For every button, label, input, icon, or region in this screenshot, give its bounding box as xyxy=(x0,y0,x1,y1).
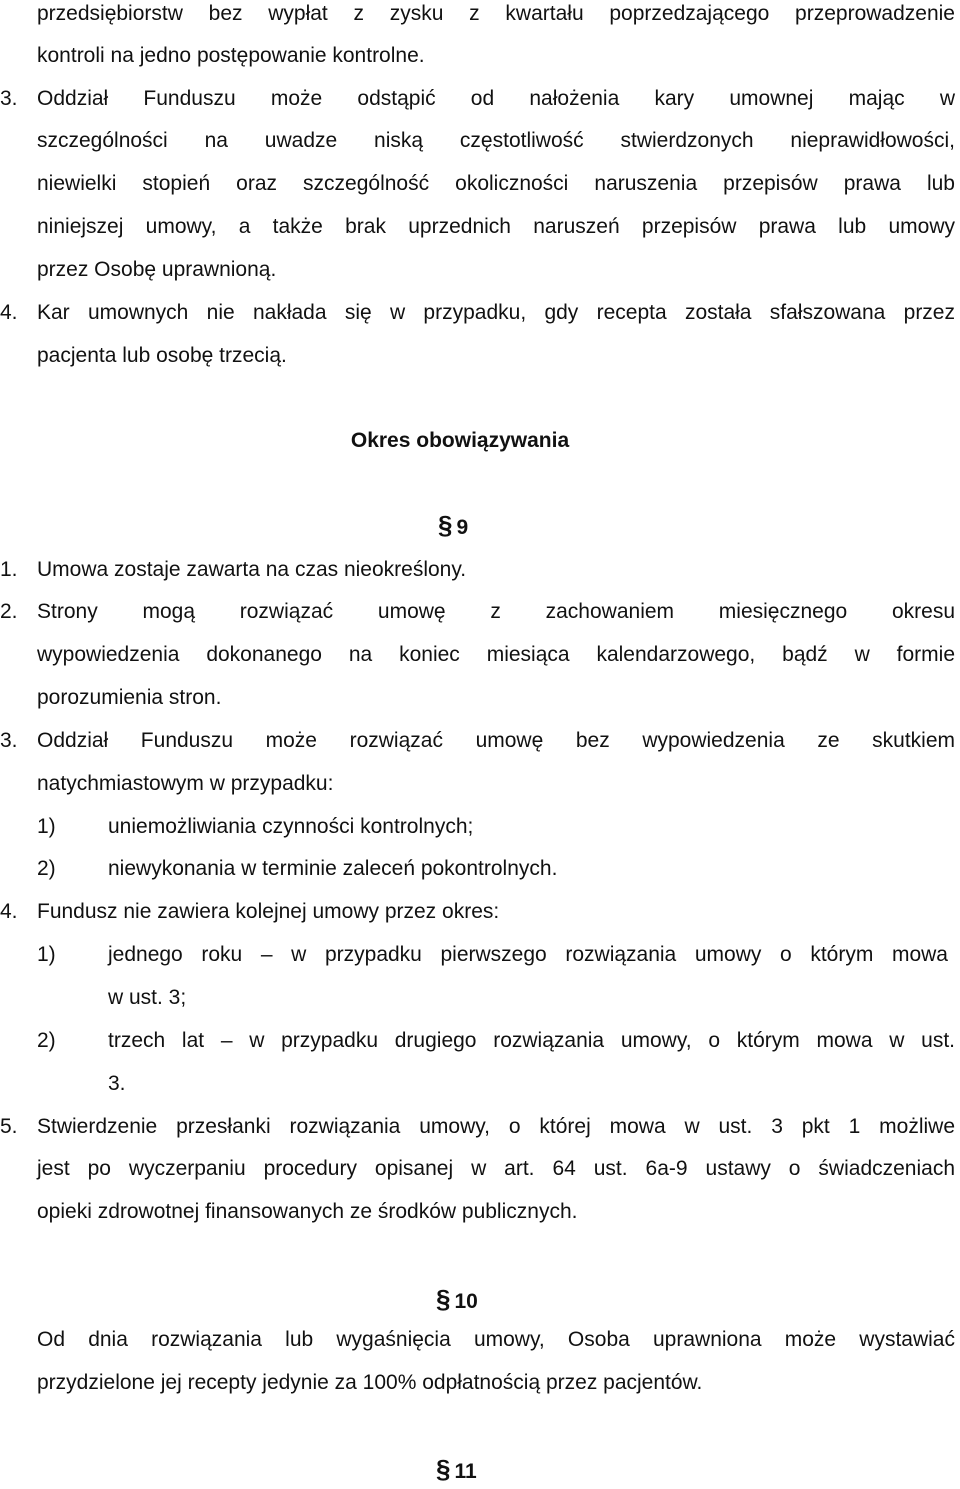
text-line: wypowiedzenia dokonanego na koniec miesiąca kalendarzowego, bądź w formie xyxy=(37,643,955,666)
paragraph-number xyxy=(436,1282,478,1316)
paragraph-number xyxy=(438,508,468,542)
list-number: 4. xyxy=(0,301,18,324)
text-line: pacjenta lub osobę trzecią. xyxy=(37,344,287,367)
list-number: 3. xyxy=(0,729,18,752)
text-line: Umowa zostaje zawarta na czas nieokreślony. xyxy=(37,558,467,581)
section-heading: Okres obowiązywania xyxy=(350,429,570,452)
section-sign-icon: § xyxy=(436,1284,451,1314)
text-line: porozumienia stron. xyxy=(37,686,222,709)
text-line: przez Osobę uprawnioną. xyxy=(37,258,277,281)
sub-list-number: 2) xyxy=(37,1029,56,1052)
sub-list-item: 3. xyxy=(108,1072,126,1095)
text-line: niniejszej umowy, a także brak uprzednich naruszeń przepisów prawa lub umowy xyxy=(37,215,955,238)
text-line: Oddział Funduszu może rozwiązać umowę bez wypowiedzenia ze skutkiem xyxy=(37,729,955,752)
sub-list-item: w ust. 3; xyxy=(108,986,187,1009)
text-line: Fundusz nie zawiera kolejnej umowy przez okres: xyxy=(37,900,500,923)
list-number: 4. xyxy=(0,900,18,923)
text-line: kontroli na jedno postępowanie kontrolne. xyxy=(37,44,425,67)
text-line: Strony mogą rozwiązać umowę z zachowaniem miesięcznego okresu xyxy=(37,600,955,623)
paragraph-number-value: 10 xyxy=(454,1290,478,1313)
text-line: Od dnia rozwiązania lub wygaśnięcia umowy, Osoba uprawniona może wystawiać xyxy=(37,1328,955,1351)
text-line: Kar umownych nie nakłada się w przypadku, gdy recepta została sfałszowana przez xyxy=(37,301,955,324)
text-line: niewielki stopień oraz szczególność okoliczności naruszenia przepisów prawa lub xyxy=(37,172,955,195)
list-number: 5. xyxy=(0,1115,18,1138)
paragraph-number-value: 9 xyxy=(456,516,469,539)
text-line: przydzielone jej recepty jedynie za 100% odpłatnością przez pacjentów. xyxy=(37,1371,703,1394)
sub-list-item: jednego roku – w przypadku pierwszego rozwiązania umowy o którym mowa xyxy=(108,943,948,966)
sub-list-number: 1) xyxy=(37,943,56,966)
sub-list-item: niewykonania w terminie zaleceń pokontrolnych. xyxy=(108,857,558,880)
text-line: przedsiębiorstw bez wypłat z zysku z kwartału poprzedzającego przeprowadzenie xyxy=(37,2,955,25)
paragraph-number-value: 11 xyxy=(454,1460,477,1483)
section-sign-icon: § xyxy=(436,1454,451,1484)
text-line: Stwierdzenie przesłanki rozwiązania umowy, o której mowa w ust. 3 pkt 1 możliwe xyxy=(37,1115,955,1138)
list-number: 1. xyxy=(0,558,18,581)
sub-list-item: trzech lat – w przypadku drugiego rozwiązania umowy, o którym mowa w ust. xyxy=(108,1029,955,1052)
text-line: Oddział Funduszu może odstąpić od nałożenia kary umownej mając w xyxy=(37,87,955,110)
text-line: jest po wyczerpaniu procedury opisanej w art. 64 ust. 6a-9 ustawy o świadczeniach xyxy=(37,1157,955,1180)
text-line: szczególności na uwadze niską częstotliwość stwierdzonych nieprawidłowości, xyxy=(37,129,955,152)
sub-list-number: 1) xyxy=(37,815,56,838)
text-line: opieki zdrowotnej finansowanych ze środków publicznych. xyxy=(37,1200,578,1223)
sub-list-item: uniemożliwiania czynności kontrolnych; xyxy=(108,815,474,838)
text-line: natychmiastowym w przypadku: xyxy=(37,772,334,795)
section-sign-icon: § xyxy=(438,510,453,540)
list-number: 2. xyxy=(0,600,18,623)
sub-list-number: 2) xyxy=(37,857,56,880)
paragraph-number xyxy=(436,1452,477,1486)
list-number: 3. xyxy=(0,87,18,110)
